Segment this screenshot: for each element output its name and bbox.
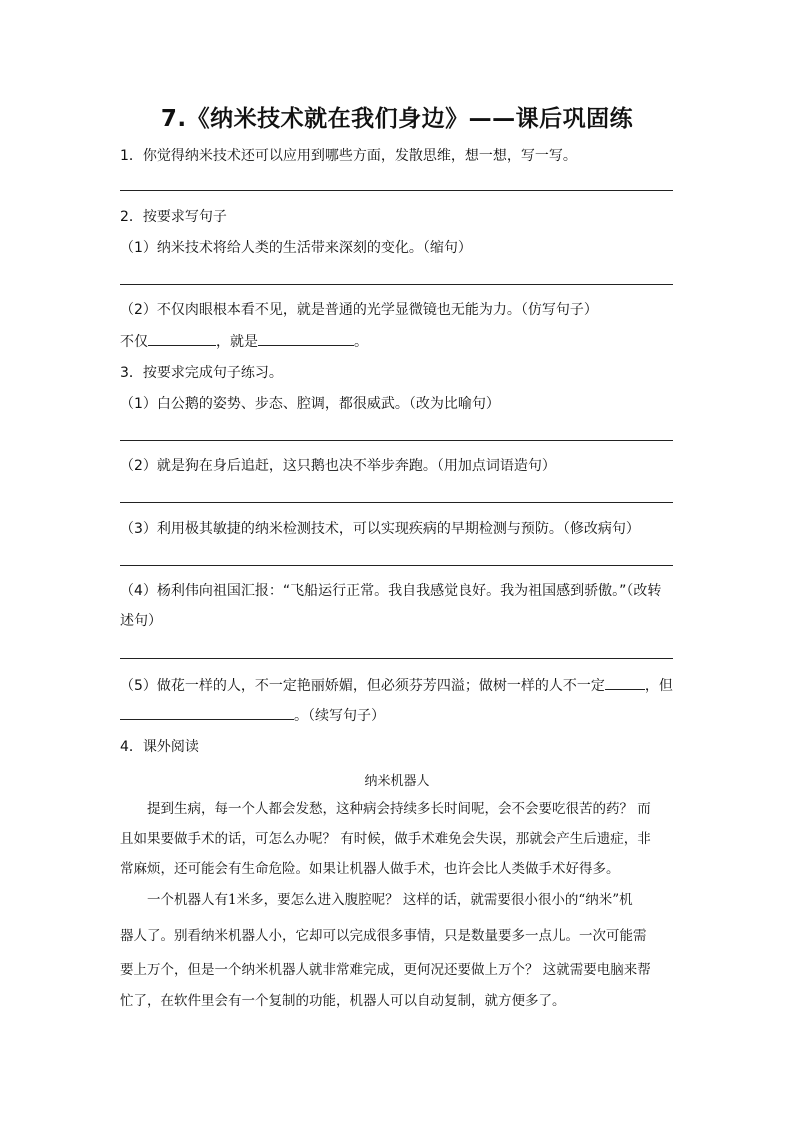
- answer-line-q3-1[interactable]: [120, 440, 673, 441]
- item-5-instruction: 。（续写句子）: [294, 708, 385, 724]
- question-3-item-1: （1）白公鹅的姿势、步态、腔调，都很威武。（改为比喻句）: [120, 396, 500, 412]
- answer-line-q1[interactable]: [120, 190, 673, 191]
- fill-blank-4[interactable]: [120, 705, 294, 720]
- question-3-item-5-line-1: [120, 675, 673, 696]
- answer-line-q3-3[interactable]: [120, 565, 673, 566]
- passage-line: 一个机器人有1米多，要怎么进入腹腔呢？ 这样的话，就需要很小很小的“纳米”机: [147, 892, 633, 908]
- fill-blank-2[interactable]: [258, 331, 354, 346]
- page-title: 7.《纳米技术就在我们身边》——课后巩固练: [160, 106, 634, 132]
- question-2-heading: 2．按要求写句子: [120, 209, 227, 225]
- question-4-heading: 4．课外阅读: [120, 739, 199, 755]
- item-5-but: ，但: [644, 678, 673, 694]
- question-2-item-1: （1）纳米技术将给人类的生活带来深刻的变化。（缩句）: [120, 240, 472, 256]
- fill-end: 。: [354, 334, 368, 350]
- answer-line-q3-2[interactable]: [120, 502, 673, 503]
- answer-line-q3-4[interactable]: [120, 658, 673, 659]
- question-3-item-2: （2）就是狗在身后追赶，这只鹅也决不举步奔跑。（用加点词语造句）: [120, 458, 556, 474]
- fill-middle: ，就是: [216, 334, 258, 350]
- question-1: 1．你觉得纳米技术还可以应用到哪些方面，发散思维，想一想，写一写。: [120, 148, 577, 164]
- passage-line: 忙了，在软件里会有一个复制的功能，机器人可以自动复制，就方便多了。: [120, 993, 566, 1009]
- question-2-fill-sentence: [120, 331, 368, 352]
- question-2-item-2: （2）不仅肉眼根本看不见，就是普通的光学显微镜也无能为力。（仿写句子）: [120, 302, 598, 318]
- passage-line: 常麻烦，还可能会有生命危险。如果让机器人做手术，也许会比人类做手术好得多。: [120, 861, 620, 877]
- passage-line: 且如果要做手术的话，可怎么办呢？ 有时候，做手术难免会失误，那就会产生后遗症，非: [120, 831, 651, 847]
- passage-line: 器人了。别看纳米机器人小，它却可以完成很多事情，只是数量要多一点儿。一次可能需: [120, 928, 647, 944]
- question-3-item-3: （3）利用极其敏捷的纳米检测技术，可以实现疾病的早期检测与预防。（修改病句）: [120, 521, 640, 537]
- question-3-item-4-line-2: 述句）: [120, 613, 162, 629]
- question-3-item-5-line-2: [120, 705, 385, 726]
- fill-blank-1[interactable]: [148, 331, 216, 346]
- item-5-text: （5）做花一样的人，不一定艳丽娇媚，但必须芬芳四溢；做树一样的人不一定: [120, 678, 605, 694]
- question-3-item-4-line-1: （4）杨利伟向祖国汇报：“飞船运行正常。我自我感觉良好。我为祖国感到骄傲。”（改转: [120, 583, 662, 599]
- passage-line: 要上万个，但是一个纳米机器人就非常难完成，更何况还要做上万个？ 这就需要电脑来帮: [120, 962, 651, 978]
- fill-prefix: 不仅: [120, 334, 148, 350]
- passage-line: 提到生病，每一个人都会发愁，这种病会持续多长时间呢，会不会要吃很苦的药？ 而: [147, 801, 651, 817]
- question-3-heading: 3．按要求完成句子练习。: [120, 365, 283, 381]
- fill-blank-3[interactable]: [605, 675, 645, 690]
- answer-line-q2-1[interactable]: [120, 284, 673, 285]
- passage-title: 纳米机器人: [364, 774, 430, 789]
